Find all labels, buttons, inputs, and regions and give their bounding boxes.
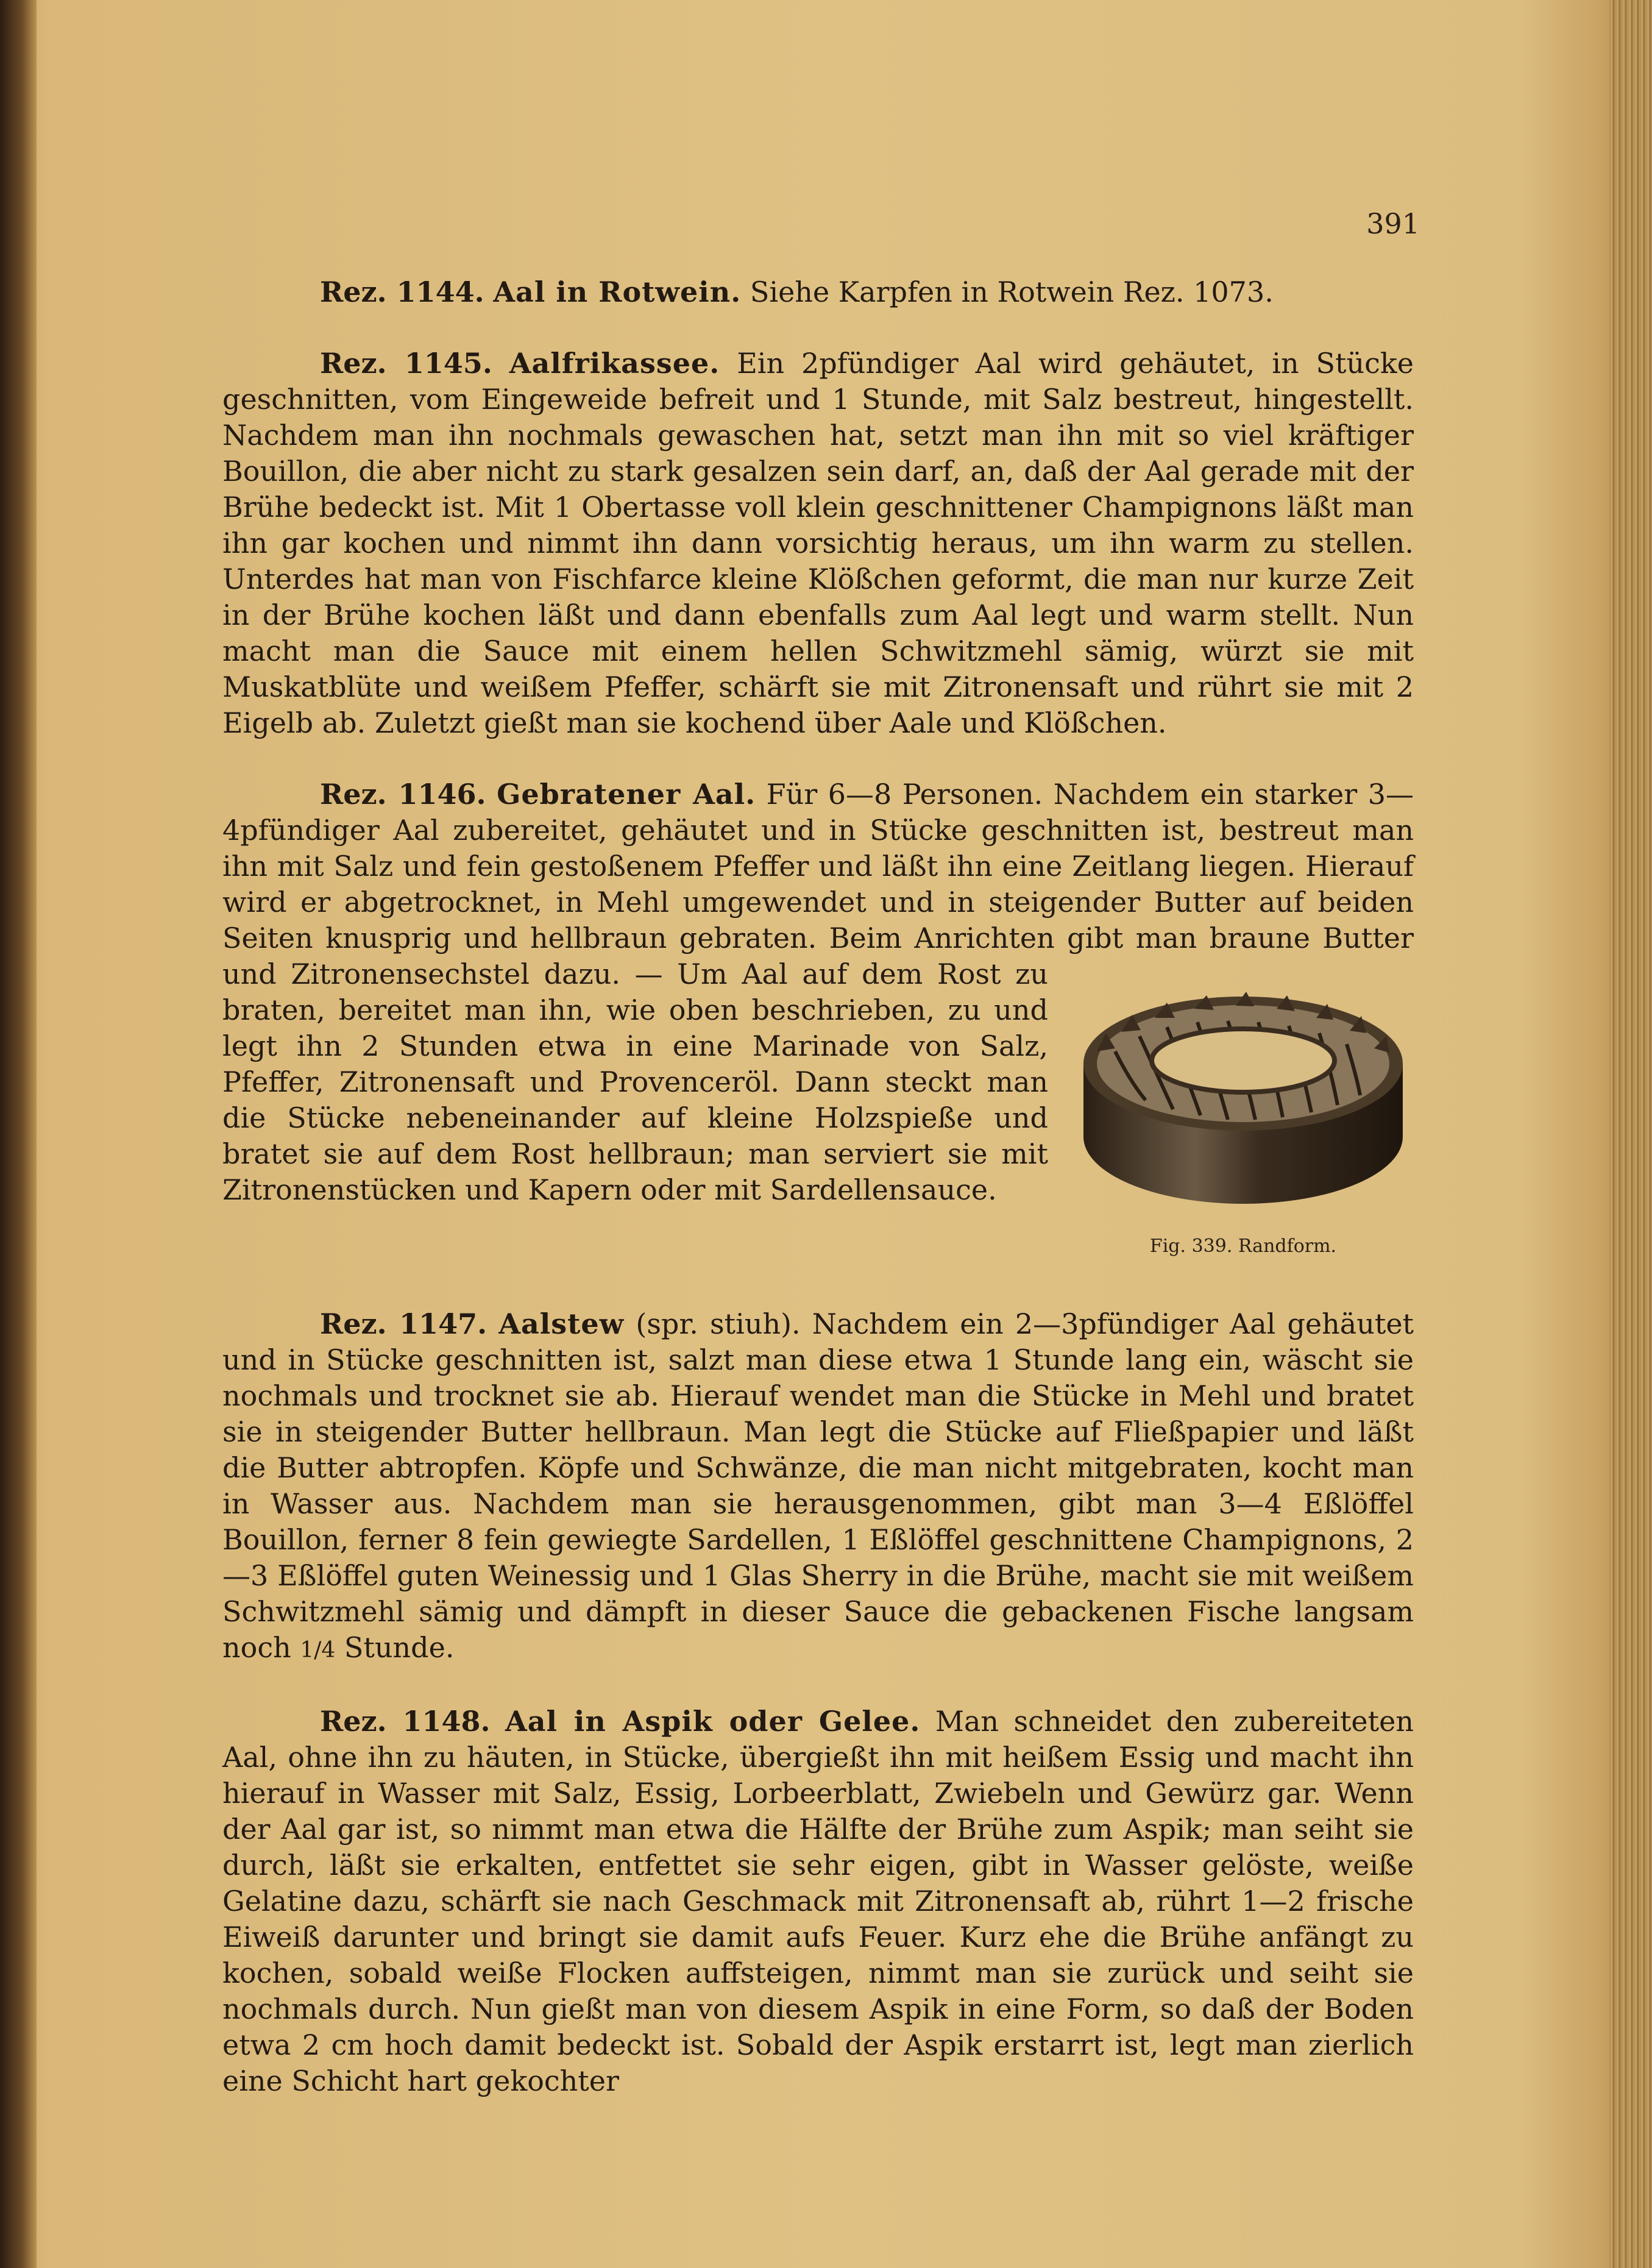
recipe-title: Gebratener Aal. — [497, 778, 756, 811]
recipe-body: Man schneidet den zubereiteten Aal, ohne ihn zu häuten, in Stücke, übergießt ihn mit heißem Essig und macht ihn hierauf in Wasser mit Salz, Essig, Lorbeerblatt, Zwiebeln und Gewürz gar. Wenn der Aal gar ist, so nimmt man etwa die Hälfte der Brühe zum Aspik; man seiht sie durch, läßt sie erkalten, entfettet sie sehr eigen, gibt in Wasser gelöste, weiße Gelatine dazu, schärft sie nach Geschmack mit Zitronensaft ab, rührt 1—2 frische Eiweiß darunter und bringt sie damit aufs Feuer. Kurz ehe die Brühe anfängt zu kochen, sobald weiße Flocken auffsteigen, nimmt man sie zurück und seiht sie nochmals durch. Nun gießt man von diesem Aspik in eine Form, so daß der Boden etwa 2 cm hoch damit bedeckt ist. Sobald der Aspik erstarrt ist, legt man zierlich eine Schicht hart gekochter — [222, 1705, 1414, 2097]
recipe-title: Aalfrikassee. — [509, 347, 720, 380]
ring-mold-illustration — [1072, 960, 1414, 1222]
page-text — [222, 274, 1414, 2135]
recipe-number: Rez. 1144. — [320, 276, 484, 308]
recipe-1147 — [222, 1306, 1414, 1668]
recipe-1148 — [222, 1704, 1414, 2099]
recipe-title: Aalstew — [498, 1307, 625, 1340]
recipe-body: Für 6—8 Personen. Nachdem ein starker 3—4pfündiger Aal zubereitet, gehäutet und in Stücke geschnitten ist, bestreut man ihn mit Salz und fein gestoßenem Pfeffer und läßt ihn eine Zeitlang liegen. Hierauf wird er abgetrocknet, in Mehl umgewendet und in steigender Butter auf beiden Seiten knusprig und hellbraun gebraten. Beim Anrichten gibt man braune Butter und Zitronensechstel dazu. — [222, 778, 1414, 990]
recipe-1144 — [222, 274, 1414, 310]
book-spine — [0, 0, 37, 2268]
page-edges — [1609, 0, 1652, 2268]
recipe-body: Nachdem ein 2—3pfündiger Aal gehäutet und in Stücke geschnitten ist, salzt man diese etwa 1 Stunde lang ein, wäscht sie nochmals und trocknet sie ab. Hierauf wendet man die Stücke in Mehl und bratet sie in steigender Butter hellbraun. Man legt die Stücke auf Fließpapier und läßt die Butter abtropfen. Köpfe und Schwänze, die man nicht mitgebraten, kocht man in Wasser aus. Nachdem man sie herausgenommen, gibt man 3—4 Eßlöffel Bouillon, ferner 8 fein gewiegte Sardellen, 1 Eßlöffel geschnittene Champignons, 2—3 Eßlöffel guten Weinessig und 1 Glas Sherry in die Brühe, macht sie mit weißem Schwitzmehl sämig und dämpft in dieser Sauce die gebackenen Fische langsam noch — [222, 1307, 1414, 1664]
recipe-pronunciation: (spr. stiuh). — [636, 1307, 801, 1340]
recipe-body: Siehe Karpfen in Rotwein Rez. 1073. — [750, 276, 1274, 308]
fraction: 1/4 — [300, 1638, 336, 1663]
recipe-title: Aal in Aspik oder Gelee. — [505, 1705, 921, 1738]
recipe-1146 — [222, 777, 1414, 1271]
recipe-1145 — [222, 346, 1414, 741]
recipe-body-end: Stunde. — [344, 1631, 455, 1664]
recipe-number: Rez. 1146. — [320, 778, 486, 811]
figure-randform — [1072, 960, 1414, 1265]
recipe-number: Rez. 1147. — [320, 1307, 487, 1340]
recipe-number: Rez. 1145. — [320, 347, 492, 380]
page-number: 391 — [1366, 207, 1420, 240]
recipe-body: Ein 2pfündiger Aal wird gehäutet, in Stücke geschnitten, vom Eingeweide befreit und 1 Stunde, mit Salz bestreut, hingestellt. Nachdem man ihn nochmals gewaschen hat, setzt man ihn mit so viel kräftiger Bouillon, die aber nicht zu stark gesalzen sein darf, an, daß der Aal gerade mit der Brühe bedeckt ist. Mit 1 Obertasse voll klein geschnittener Champignons läßt man ihn gar kochen und nimmt ihn dann vorsichtig heraus, um ihn warm zu stellen. Unterdes hat man von Fischfarce kleine Klößchen geformt, die man nur kurze Zeit in der Brühe kochen läßt und dann ebenfalls zum Aal legt und warm stellt. Nun macht man die Sauce mit einem hellen Schwitzmehl sämig, würzt sie mit Muskatblüte und weißem Pfeffer, schärft sie mit Zitronensaft und rührt sie mit 2 Eigelb ab. Zuletzt gießt man sie kochend über Aale und Klößchen. — [222, 347, 1414, 739]
recipe-number: Rez. 1148. — [320, 1705, 491, 1738]
figure-caption: Fig. 339. Randform. — [1149, 1235, 1337, 1257]
recipe-title: Aal in Rotwein. — [493, 276, 742, 308]
recipe-body-continued: — Um Aal auf dem Rost zu braten, bereitet man ihn, wie oben beschrieben, zu und legt ihn 2 Stunden etwa in eine Marinade von Salz, Pfeffer, Zitronensaft und Provenceröl. Dann steckt man die Stücke nebeneinander auf kleine Holzspieße und bratet sie auf dem Rost hellbraun; man serviert sie mit Zitronenstücken und Kapern oder mit Sardellensauce. — [222, 958, 1049, 1206]
